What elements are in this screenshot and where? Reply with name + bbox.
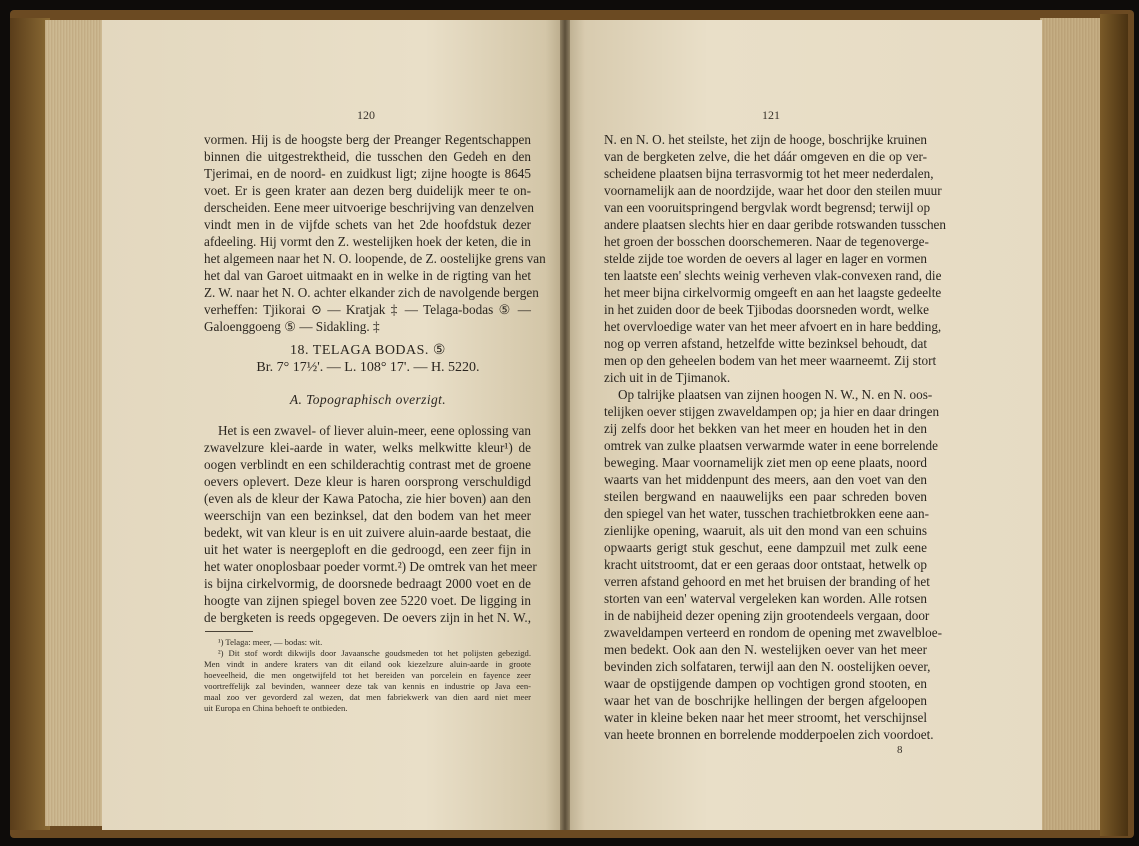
right-text-line: bevinden zich solfataren, terwijl aan den N. oostelijken oever, xyxy=(604,659,931,674)
right-text-line: waar de opstijgende dampen op vochtigen grond stooten, en xyxy=(604,676,927,691)
footnote-line: ¹) Telaga: meer, — bodas: wit. xyxy=(218,637,323,647)
left-text-line: het algemeen naar het N. O. loopende, de Z. oostelijke grens van xyxy=(204,251,546,266)
left-body-line: hoogte van zijnen spiegel boven zee 5220 voet. De ligging in xyxy=(204,593,531,608)
right-text-line: stelde zijde toe worden de oevers al lager en lager en vormen xyxy=(604,251,927,266)
right-text-line: zienlijke opening, waaruit, als uit den mond van een schuins xyxy=(604,523,927,538)
right-text-line: opwaarts gerigt stuk geschut, eene dampzuil met zulk eene xyxy=(604,540,927,555)
right-text-line: in het zuiden door de beek Tjibodas doorsneden wordt, welke xyxy=(604,302,929,317)
right-text-line: van een vooruitspringend bergvlak wordt begrensd; terwijl op xyxy=(604,200,931,215)
right-text-line: van heete bronnen en borrelende modderpoelen zich voordoet. xyxy=(604,727,934,742)
footnote-line: Men vindt in andere kraters van dit eiland ook kiezelzure aluin-aarde in groote xyxy=(204,659,531,669)
right-text-line: het overvloedige water van het meer afvoert en in hare bedding, xyxy=(604,319,942,334)
coordinates-line: Br. 7° 17½'. — L. 108° 17'. — H. 5220. xyxy=(256,360,480,375)
left-text-line: afdeeling. Hij vormt den Z. westelijken hoek der keten, die in xyxy=(204,234,531,249)
right-text-line: ten laatste een' slechts weinig verheven vlak-convexen rand, die xyxy=(604,268,942,283)
right-text-line: verren afstand gehoord en met het bruisen der branding of het xyxy=(604,574,930,589)
subheading: A. Topographisch overzigt. xyxy=(289,392,447,407)
left-body-line: uit het water is neergeploft en die gedroogd, een zeer fijn in xyxy=(204,542,531,557)
right-text-line: het meer bijna cirkelvormig omgeeft en aan het laagste gedeelte xyxy=(604,285,942,300)
right-text-line: men bedekt. Ook aan den N. westelijken oever van het meer xyxy=(604,642,927,657)
left-text-line: het dal van Garoet uitmaakt en in welke in de rigting van het xyxy=(204,268,531,283)
left-page-number: 120 xyxy=(357,108,375,122)
right-text-line: zwaveldampen verteerd en rondom de opening met zwavelbloe- xyxy=(604,625,942,640)
left-body-line: oogen verblindt en een schilderachtig contrast met de groene xyxy=(204,457,531,472)
left-body-line: is bijna cirkelvormig, de doorsnede bedraagt 2000 voet en de xyxy=(204,576,531,591)
footnote-line: uit Europa en China behoeft te ontbieden. xyxy=(204,703,348,713)
right-text-line: scheidene plaatsen bijna terrasvormig tot het meer nederdalen, xyxy=(604,166,934,181)
right-text-line: kracht uitstroomt, dat er een geraas door ontstaat, hetwelk op xyxy=(604,557,927,572)
right-text-line: Op talrijke plaatsen van zijnen hoogen N. W., N. en N. oos- xyxy=(618,387,933,402)
footnote-line: voortreffelijk zal bevinden, wanneer deze tak van kennis en industrie op Java een- xyxy=(204,681,531,691)
footnote-line: hoeveelheid, die men ongetwijfeld tot het bereiden van porcelein en fayence zeer xyxy=(204,670,531,680)
footnote-line: ²) Dit stof wordt dikwijls door Javaansche goudsmeden tot het polijsten gebezigd. xyxy=(218,648,531,658)
right-text-line: water in kleine beken naar het meer stroomt, het verschijnsel xyxy=(604,710,927,725)
right-text-line: omtrek van zulke plaatsen verwarmde water in eene borrelende xyxy=(604,438,938,453)
signature-mark: 8 xyxy=(897,744,903,756)
right-text-line: men op den geheelen bodem van het meer waarneemt. Zij stort xyxy=(604,353,937,368)
left-text-line: vormen. Hij is de hoogste berg der Preanger Regentschappen xyxy=(204,132,531,147)
left-body-line: weerschijn van een bezinksel, dat den bodem van het meer xyxy=(204,508,531,523)
right-text-line: waarts van het middenpunt des meers, aan den voet van den xyxy=(604,472,927,487)
right-text-line: telijken oever stijgen zwaveldampen op; ja hier en daar dringen xyxy=(604,404,940,419)
right-text-line: steilen bergwand en naauwelijks een paar schreden boven xyxy=(604,489,927,504)
left-body-line: de bergketen is reeds opgegeven. De oevers zijn in het N. W., xyxy=(204,610,531,625)
left-body-line: (even als de kleur der Kawa Patocha, zie hier boven) aan den xyxy=(204,491,531,506)
left-text-line: Z. W. naar het N. O. achter elkander zich de navolgende bergen xyxy=(204,285,539,300)
right-text-line: in de nabijheid dezer opening zijn grootendeels vergaan, door xyxy=(604,608,930,623)
left-text-line: derscheiden. Eene meer uitvoerige beschrijving van denzelven xyxy=(204,200,534,215)
left-body-line: oevers oplevert. Deze kleur is haren oorsprong verschuldigd xyxy=(204,474,531,489)
left-body-line: zwavelzure klei-aarde in water, welks melkwitte kleur¹) de xyxy=(204,440,531,455)
right-text-line: nog op verren afstand, hetzelfde witte bezinksel behoudt, dat xyxy=(604,336,927,351)
left-page-edges xyxy=(45,20,107,826)
right-text-line: waar het van de boschrijke hellingen der bergen afgeloopen xyxy=(604,693,927,708)
right-text-line: den spiegel van het water, tusschen trachietbrokken eene aan- xyxy=(604,506,929,521)
section-heading: 18. TELAGA BODAS. ⑤ xyxy=(290,343,446,358)
footnote-rule xyxy=(205,631,253,632)
right-cover xyxy=(1100,14,1128,836)
right-text-line: het groen der bosschen doorschemeren. Naar de tegenoverge- xyxy=(604,234,929,249)
right-text-line: zich uit in de Tjimanok. xyxy=(604,370,731,385)
right-text-line: voornamelijk aan de noordzijde, waar het door den steilen muur xyxy=(604,183,942,198)
left-cover xyxy=(10,18,50,830)
footnote-line: maal zoo ver gevorderd zal wezen, dat men fabriekwerk van dien aard niet meer xyxy=(204,692,531,702)
left-body-line: Het is een zwavel- of liever aluin-meer, eene oplossing van xyxy=(218,423,531,438)
left-text-line: Galoenggoeng ⑤ — Sidakling. ‡ xyxy=(204,319,380,334)
left-text-line: vindt men in de vijfde schets van het 2de hoofdstuk dezer xyxy=(204,217,531,232)
book-gutter xyxy=(560,20,570,830)
left-text-line: binnen die uitgestrektheid, die tusschen den Gedeh en den xyxy=(204,149,531,164)
right-text-line: storten van een' waterval vergeleken kan worden. Alle rotsen xyxy=(604,591,927,606)
left-body-line: bedekt, wit van kleur is en uit zuivere aluin-aarde bestaat, die xyxy=(204,525,531,540)
left-text-line: Tjerimai, en de noord- en zuidkust ligt; zijne hoogte is 8645 xyxy=(204,166,531,181)
right-text-line: van de bergketen zelve, die het dáár omgeven en die op ver- xyxy=(604,149,927,164)
right-text-line: N. en N. O. het steilste, het zijn de hooge, boschrijke kruinen xyxy=(604,132,927,147)
right-text-line: andere plaatsen slechts hier en daar geribde rotswanden tusschen xyxy=(604,217,947,232)
right-page-number: 121 xyxy=(762,108,780,122)
left-text-line: voet. Er is geen krater aan dezen berg duidelijk meer te on- xyxy=(204,183,531,198)
right-text-line: zij zelfs door het bekken van het meer en houden het in den xyxy=(604,421,927,436)
right-text-line: beweging. Maar voornamelijk ziet men op eene plaats, noord xyxy=(604,455,927,470)
left-body-line: het water onoplosbaar poeder vormt.²) De omtrek van het meer xyxy=(204,559,537,574)
left-text-line: verheffen: Tjikorai ⊙ — Kratjak ‡ — Telaga-bodas ⑤ — xyxy=(204,302,531,317)
